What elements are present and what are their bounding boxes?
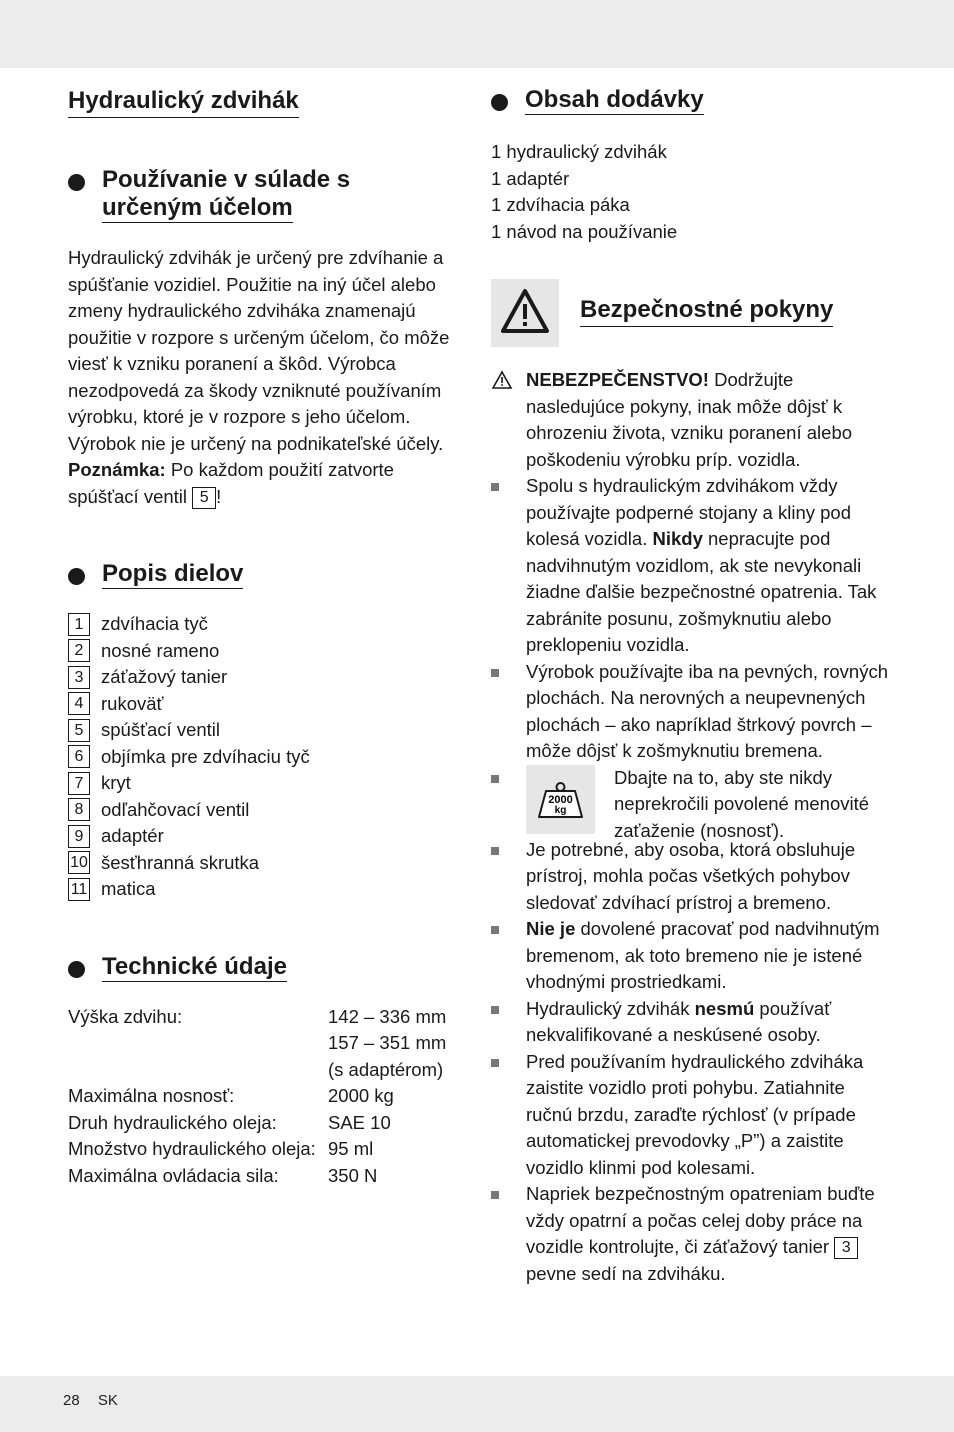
bullet-dot-icon	[68, 174, 85, 191]
part-label: spúšťací ventil	[101, 719, 221, 740]
bullet-square-icon	[491, 1191, 499, 1199]
safety-item-7	[491, 1049, 891, 1182]
spec-key: Množstvo hydraulického oleja:	[68, 1138, 316, 1159]
spec-value: (s adaptérom)	[328, 1058, 444, 1080]
weight-icon-unit: kg	[554, 804, 567, 816]
weight-icon-value: 2000	[548, 793, 573, 806]
note-paragraph	[68, 457, 464, 510]
part-ref-box: 5	[192, 487, 216, 509]
safety-item-8-text-a: Napriek bezpečnostným opatreniam buďte vždy opatrní a počas celej doby práce na vozidle kontrolujte, či záťažový tanier	[526, 1183, 875, 1257]
safety-item-5-bold: Nie je	[526, 918, 576, 939]
spec-value: 157 – 351 mm	[328, 1032, 447, 1053]
section-heading-delivery	[491, 86, 891, 115]
spec-value: 142 – 336 mm	[328, 1005, 447, 1027]
safety-item-6-bold: nesmú	[694, 997, 755, 1019]
bullet-square-icon	[491, 669, 499, 677]
warning-triangle-icon	[491, 279, 559, 347]
warning-small-icon	[491, 370, 513, 398]
bullet-dot-icon	[68, 961, 85, 978]
heading-line1: Používanie v súlade s	[102, 166, 351, 193]
top-bar	[0, 0, 954, 68]
spec-row	[68, 1030, 446, 1057]
right-column	[491, 86, 891, 1287]
spec-key: Druh hydraulického oleja:	[68, 1111, 277, 1133]
safety-item-3-text: Dbajte na to, aby ste nikdy neprekročili povolené menovité zaťaženie (nosnosť).	[614, 766, 870, 841]
note-end: !	[216, 485, 222, 507]
delivery-item: 1 hydraulický zdvihák	[491, 141, 667, 162]
part-number-box: 9	[68, 825, 90, 848]
spec-value: SAE 10	[328, 1111, 391, 1133]
part-item	[68, 638, 468, 665]
part-item	[68, 611, 468, 638]
part-label: nosné rameno	[101, 639, 220, 661]
spec-key: Maximálna ovládacia sila:	[68, 1164, 279, 1186]
spec-row	[68, 1004, 446, 1031]
part-item	[68, 664, 468, 691]
safety-item-8-text-b: pevne sedí na zdviháku.	[526, 1262, 726, 1284]
part-number-box: 5	[68, 719, 90, 742]
delivery-item: 1 návod na používanie	[491, 220, 678, 242]
danger-text: Dodržujte nasledujúce pokyny, inak môže dôjsť k ohrozeniu života, vzniku poranení alebo poškodeniu výrobku príp. vozidla.	[526, 369, 853, 470]
spec-row	[68, 1083, 446, 1110]
part-ref-box: 3	[834, 1237, 858, 1259]
part-number-box: 8	[68, 798, 90, 821]
section-heading-intended-use	[68, 166, 468, 223]
safety-item-1-bold: Nikdy	[652, 528, 703, 549]
safety-item-1-text-a: Spolu s hydraulickým zdvihákom vždy používajte podperné stojany a kliny pod kolesá vozidla.	[526, 475, 851, 549]
bullet-square-icon	[491, 483, 499, 491]
footer-bar	[0, 1376, 954, 1432]
bullet-dot-icon	[68, 568, 85, 585]
spec-key	[68, 1030, 328, 1057]
safety-heading: Bezpečnostné pokyny	[580, 295, 833, 327]
page-title: Hydraulický zdvihák	[68, 86, 299, 118]
safety-item-2-text: Výrobok používajte iba na pevných, rovných plochách. Na nerovných a neupevnených plochách – ako napríklad štrkový povrch – môže dôjsť k zošmyknutiu bremena.	[526, 660, 888, 761]
parts-heading: Popis dielov	[102, 560, 244, 587]
part-item	[68, 717, 468, 744]
part-number-box: 11	[68, 878, 90, 901]
safety-item-6-text-b: používať nekvalifikované a neskúsené osoby.	[526, 997, 832, 1045]
part-item	[68, 823, 468, 850]
spec-row	[68, 1057, 446, 1084]
delivery-item: 1 adaptér	[491, 167, 570, 189]
note-text: Po každom použití zatvorte spúšťací ventil	[68, 459, 394, 507]
safety-heading-block	[491, 279, 891, 351]
part-label: kryt	[101, 772, 131, 793]
part-item	[68, 744, 468, 771]
part-label: objímka pre zdvíhaciu tyč	[101, 745, 310, 767]
danger-item	[491, 367, 891, 473]
section-heading-parts	[68, 560, 468, 589]
part-item	[68, 850, 468, 877]
page-number: 28	[63, 1392, 80, 1409]
delivery-item: 1 zdvíhacia páka	[491, 194, 630, 215]
part-label: adaptér	[101, 825, 164, 846]
parts-list	[68, 611, 468, 903]
safety-item-4-text: Je potrebné, aby osoba, ktorá obsluhuje prístroj, mohla počas všetkých pohybov sledovať zdvíhací prístroj a bremeno.	[526, 838, 856, 913]
safety-item-6	[491, 996, 891, 1049]
part-label: záťažový tanier	[101, 666, 228, 687]
part-label: zdvíhacia tyč	[101, 613, 208, 634]
intended-use-text: Hydraulický zdvihák je určený pre zdvíhanie a spúšťanie vozidiel. Použitie na iný účel alebo zmeny hydraulického zdviháka znamenajú použitie v rozpore s určeným účelom, čo môže viesť k vzniku poranení a škôd. Výrobca nezodpovedá za škody vzniknuté používaním výrobku, ktoré je v rozpore s jeho účelom. Výrobok nie je určený na podnikateľské účely.	[68, 247, 450, 454]
safety-item-7-text: Pred používaním hydraulického zdviháka zaistite vozidlo proti pohybu. Zatiahnite ručnú brzdu, zaraďte rýchlosť (v prípade automatickej prevodovky „P”) a zaistite vozidlo klinmi pod kolesami.	[526, 1050, 864, 1178]
weight-limit-icon	[526, 765, 595, 834]
part-number-box: 6	[68, 745, 90, 768]
spec-row	[68, 1136, 446, 1163]
bullet-square-icon	[491, 1006, 499, 1014]
part-number-box: 4	[68, 692, 90, 715]
spec-key	[68, 1057, 328, 1084]
left-column	[68, 86, 468, 1189]
safety-item-6-text-a: Hydraulický zdvihák	[526, 997, 690, 1019]
bullet-square-icon	[491, 1059, 499, 1067]
safety-item-5-text: dovolené pracovať pod nadvihnutým bremenom, ak toto bremeno nie je istené vhodnými prostriedkami.	[526, 918, 880, 992]
part-number-box: 2	[68, 639, 90, 662]
part-item	[68, 876, 468, 903]
spec-value: 350 N	[328, 1164, 378, 1186]
safety-item-1-text-b: nepracujte pod nadvihnutým vozidlom, ak ste nevykonali žiadne ďalšie bezpečnostné opatrenia. Tak zabránite posunu, zošmyknutiu alebo preklopeniu vozidla.	[526, 528, 877, 655]
note-label: Poznámka:	[68, 459, 166, 480]
spec-value: 2000 kg	[328, 1085, 394, 1106]
safety-item-3	[491, 765, 891, 841]
safety-item-8	[491, 1181, 891, 1287]
delivery-heading: Obsah dodávky	[525, 86, 704, 113]
heading-line2: určeným účelom	[102, 194, 293, 221]
spec-row	[68, 1110, 446, 1137]
page-footer	[63, 1392, 132, 1409]
delivery-list	[491, 139, 891, 245]
spec-value: 95 ml	[328, 1138, 374, 1159]
part-label: odľahčovací ventil	[101, 798, 250, 820]
part-item	[68, 770, 468, 797]
bullet-square-icon	[491, 847, 499, 855]
section-heading-tech	[68, 953, 468, 982]
part-number-box: 3	[68, 666, 90, 689]
spec-row	[68, 1163, 446, 1190]
danger-label: NEBEZPEČENSTVO!	[526, 369, 709, 390]
spec-key: Výška zdvihu:	[68, 1005, 183, 1027]
part-number-box: 10	[68, 851, 90, 874]
safety-item-5	[491, 916, 891, 996]
bullet-square-icon	[491, 926, 499, 934]
part-item	[68, 691, 468, 718]
part-number-box: 7	[68, 772, 90, 795]
bullet-square-icon	[491, 775, 499, 783]
part-label: šesťhranná skrutka	[101, 851, 260, 873]
part-label: rukoväť	[101, 692, 164, 714]
safety-item-4	[491, 837, 891, 917]
safety-item-1	[491, 473, 891, 659]
bullet-dot-icon	[491, 94, 508, 111]
part-label: matica	[101, 878, 156, 899]
safety-item-2	[491, 659, 891, 765]
tech-heading: Technické údaje	[102, 952, 287, 980]
spec-key: Maximálna nosnosť:	[68, 1085, 235, 1106]
part-item	[68, 797, 468, 824]
part-number-box: 1	[68, 613, 90, 636]
language-code: SK	[97, 1392, 118, 1409]
spec-table	[68, 1004, 446, 1190]
